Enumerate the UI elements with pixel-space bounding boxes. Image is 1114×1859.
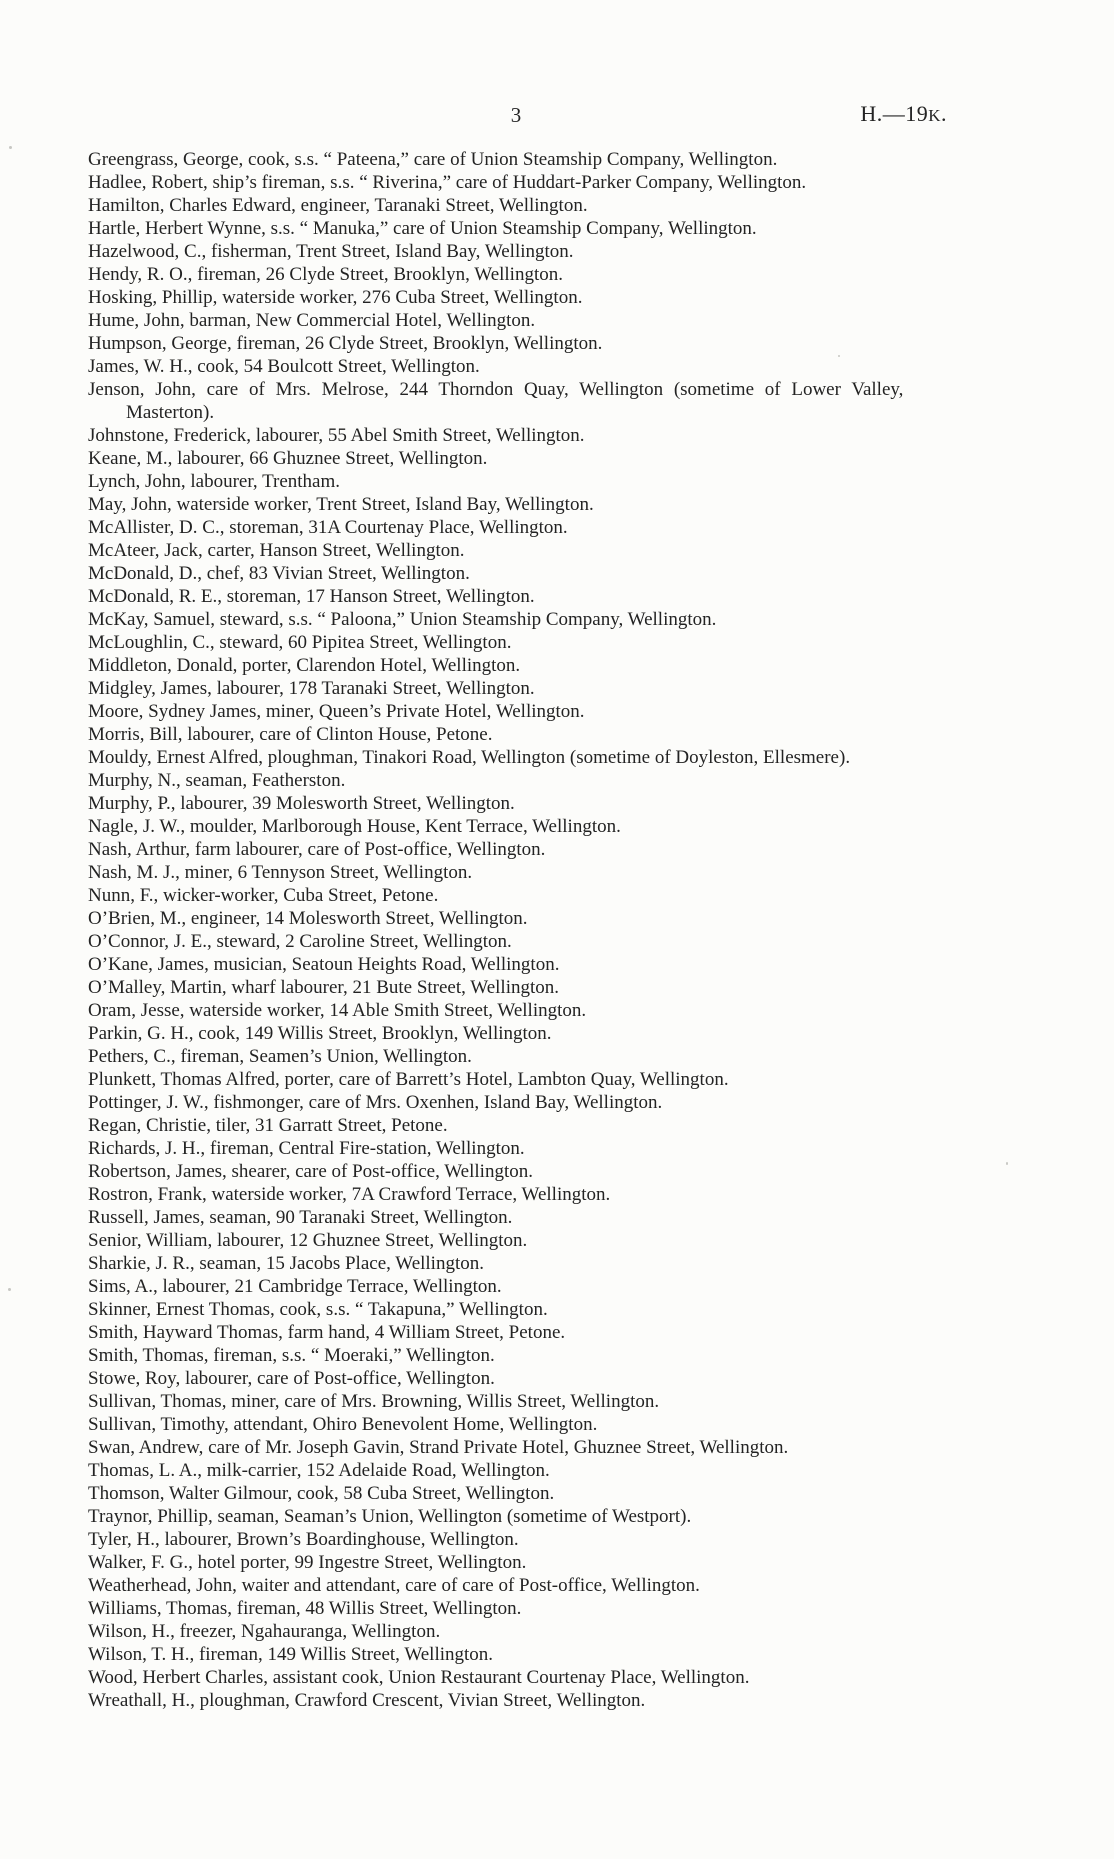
directory-entry xyxy=(88,976,1010,999)
directory-entry xyxy=(88,378,1010,424)
entry-text: McDonald, D., chef, 83 Vivian Street, Wellington. xyxy=(88,563,470,584)
entry-text: May, John, waterside worker, Trent Street, Island Bay, Wellington. xyxy=(88,494,594,515)
entry-text: Sharkie, J. R., seaman, 15 Jacobs Place, Wellington. xyxy=(88,1253,484,1274)
entry-text: Russell, James, seaman, 90 Taranaki Street, Wellington. xyxy=(88,1207,513,1228)
directory-entry xyxy=(88,493,1010,516)
entry-text: O’Connor, J. E., steward, 2 Caroline Street, Wellington. xyxy=(88,931,512,952)
directory-entry xyxy=(88,815,1010,838)
directory-entry xyxy=(88,240,1010,263)
doc-ref-main: H.—19 xyxy=(860,101,929,126)
directory-list xyxy=(88,148,1010,1712)
entry-text: Skinner, Ernest Thomas, cook, s.s. “ Takapuna,” Wellington. xyxy=(88,1299,548,1320)
directory-entry xyxy=(88,1045,1010,1068)
entry-text: Nunn, F., wicker-worker, Cuba Street, Petone. xyxy=(88,885,439,906)
entry-text: Parkin, G. H., cook, 149 Willis Street, Brooklyn, Wellington. xyxy=(88,1023,552,1044)
entry-text: Wilson, H., freezer, Ngahauranga, Wellington. xyxy=(88,1621,441,1642)
entry-text: Traynor, Phillip, seaman, Seaman’s Union, Wellington (sometime of Westport). xyxy=(88,1506,692,1527)
entry-text: Pottinger, J. W., fishmonger, care of Mrs. Oxenhen, Island Bay, Wellington. xyxy=(88,1092,663,1113)
directory-entry xyxy=(88,723,1010,746)
entry-text: Tyler, H., labourer, Brown’s Boardinghouse, Wellington. xyxy=(88,1529,519,1550)
entry-text: Smith, Hayward Thomas, farm hand, 4 William Street, Petone. xyxy=(88,1322,566,1343)
entry-text: Nash, M. J., miner, 6 Tennyson Street, Wellington. xyxy=(88,862,473,883)
directory-entry xyxy=(88,1551,1010,1574)
directory-entry xyxy=(88,792,1010,815)
entry-text: Swan, Andrew, care of Mr. Joseph Gavin, Strand Private Hotel, Ghuznee Street, Wellington. xyxy=(88,1437,789,1458)
entry-text: O’Kane, James, musician, Seatoun Heights Road, Wellington. xyxy=(88,954,560,975)
directory-entry xyxy=(88,1436,1010,1459)
directory-entry xyxy=(88,194,1010,217)
entry-text: Hume, John, barman, New Commercial Hotel, Wellington. xyxy=(88,310,536,331)
entry-text: Walker, F. G., hotel porter, 99 Ingestre Street, Wellington. xyxy=(88,1552,527,1573)
entry-text: Lynch, John, labourer, Trentham. xyxy=(88,471,341,492)
directory-entry xyxy=(88,1229,1010,1252)
entry-text: Humpson, George, fireman, 26 Clyde Street, Brooklyn, Wellington. xyxy=(88,333,603,354)
entry-text: Thomson, Walter Gilmour, cook, 58 Cuba Street, Wellington. xyxy=(88,1483,555,1504)
directory-entry xyxy=(88,470,1010,493)
directory-entry xyxy=(88,562,1010,585)
directory-entry xyxy=(88,838,1010,861)
directory-entry xyxy=(88,1413,1010,1436)
directory-entry xyxy=(88,907,1010,930)
directory-entry xyxy=(88,953,1010,976)
entry-text: Nagle, J. W., moulder, Marlborough House, Kent Terrace, Wellington. xyxy=(88,816,621,837)
directory-entry xyxy=(88,1459,1010,1482)
scan-speck xyxy=(1006,1162,1008,1165)
entry-text: Weatherhead, John, waiter and attendant, care of care of Post-office, Wellington. xyxy=(88,1575,700,1596)
directory-entry xyxy=(88,769,1010,792)
directory-entry xyxy=(88,1574,1010,1597)
directory-entry xyxy=(88,1183,1010,1206)
entry-text: Hosking, Phillip, waterside worker, 276 Cuba Street, Wellington. xyxy=(88,287,583,308)
directory-entry xyxy=(88,1137,1010,1160)
directory-entry xyxy=(88,1091,1010,1114)
directory-entry xyxy=(88,884,1010,907)
directory-entry xyxy=(88,677,1010,700)
directory-entry xyxy=(88,746,1010,769)
directory-entry xyxy=(88,1206,1010,1229)
entry-text: Hartle, Herbert Wynne, s.s. “ Manuka,” care of Union Steamship Company, Wellington. xyxy=(88,218,757,239)
entry-text: Hendy, R. O., fireman, 26 Clyde Street, Brooklyn, Wellington. xyxy=(88,264,563,285)
entry-text: Morris, Bill, labourer, care of Clinton House, Petone. xyxy=(88,724,493,745)
directory-entry xyxy=(88,286,1010,309)
directory-entry xyxy=(88,999,1010,1022)
entry-continuation: Masterton). xyxy=(126,402,215,423)
document-reference xyxy=(860,101,947,129)
entry-text: Wilson, T. H., fireman, 149 Willis Street, Wellington. xyxy=(88,1644,494,1665)
directory-entry xyxy=(88,447,1010,470)
entry-text: Greengrass, George, cook, s.s. “ Pateena,” care of Union Steamship Company, Wellington. xyxy=(88,149,778,170)
entry-text: McLoughlin, C., steward, 60 Pipitea Street, Wellington. xyxy=(88,632,512,653)
entry-text: Midgley, James, labourer, 178 Taranaki Street, Wellington. xyxy=(88,678,535,699)
directory-entry xyxy=(88,424,1010,447)
entry-text: McAteer, Jack, carter, Hanson Street, Wellington. xyxy=(88,540,465,561)
entry-text: Williams, Thomas, fireman, 48 Willis Street, Wellington. xyxy=(88,1598,522,1619)
directory-entry xyxy=(88,608,1010,631)
entry-text: Middleton, Donald, porter, Clarendon Hotel, Wellington. xyxy=(88,655,521,676)
scan-speck xyxy=(838,355,840,357)
entry-text: Jenson, John, care of Mrs. Melrose, 244 Thorndon Quay, Wellington (sometime of Lower Valley, xyxy=(88,379,904,400)
entry-text: James, W. H., cook, 54 Boulcott Street, Wellington. xyxy=(88,356,480,377)
entry-text: Richards, J. H., fireman, Central Fire-station, Wellington. xyxy=(88,1138,525,1159)
directory-entry xyxy=(88,1689,1010,1712)
scan-speck xyxy=(8,1288,11,1291)
directory-entry xyxy=(88,1482,1010,1505)
entry-text: Hadlee, Robert, ship’s fireman, s.s. “ Riverina,” care of Huddart-Parker Company, Wellington. xyxy=(88,172,807,193)
directory-entry xyxy=(88,585,1010,608)
entry-text: Senior, William, labourer, 12 Ghuznee Street, Wellington. xyxy=(88,1230,528,1251)
entry-text: Keane, M., labourer, 66 Ghuznee Street, Wellington. xyxy=(88,448,488,469)
directory-entry xyxy=(88,309,1010,332)
directory-entry xyxy=(88,539,1010,562)
entry-text: Sullivan, Thomas, miner, care of Mrs. Browning, Willis Street, Wellington. xyxy=(88,1391,660,1412)
directory-entry xyxy=(88,1252,1010,1275)
entry-text: Wreathall, H., ploughman, Crawford Crescent, Vivian Street, Wellington. xyxy=(88,1690,646,1711)
directory-entry xyxy=(88,654,1010,677)
entry-text: McKay, Samuel, steward, s.s. “ Paloona,” Union Steamship Company, Wellington. xyxy=(88,609,717,630)
entry-text: Sims, A., labourer, 21 Cambridge Terrace, Wellington. xyxy=(88,1276,502,1297)
directory-entry xyxy=(88,1367,1010,1390)
entry-text: Pethers, C., fireman, Seamen’s Union, Wellington. xyxy=(88,1046,472,1067)
directory-entry xyxy=(88,1160,1010,1183)
directory-entry xyxy=(88,861,1010,884)
directory-entry xyxy=(88,1597,1010,1620)
entry-text: McAllister, D. C., storeman, 31A Courtenay Place, Wellington. xyxy=(88,517,568,538)
entry-text: Plunkett, Thomas Alfred, porter, care of Barrett’s Hotel, Lambton Quay, Wellington. xyxy=(88,1069,729,1090)
entry-text: Nash, Arthur, farm labourer, care of Post-office, Wellington. xyxy=(88,839,546,860)
directory-entry xyxy=(88,1666,1010,1689)
directory-entry xyxy=(88,217,1010,240)
directory-entry xyxy=(88,700,1010,723)
entry-text: Johnstone, Frederick, labourer, 55 Abel Smith Street, Wellington. xyxy=(88,425,585,446)
entry-text: Stowe, Roy, labourer, care of Post-office, Wellington. xyxy=(88,1368,495,1389)
directory-entry xyxy=(88,263,1010,286)
directory-entry xyxy=(88,1321,1010,1344)
doc-ref-smallcap: K xyxy=(928,106,941,125)
doc-ref-period: . xyxy=(941,101,947,126)
entry-text: Hazelwood, C., fisherman, Trent Street, Island Bay, Wellington. xyxy=(88,241,574,262)
directory-entry xyxy=(88,631,1010,654)
entry-text: Mouldy, Ernest Alfred, ploughman, Tinakori Road, Wellington (sometime of Doyleston, Ellesmere). xyxy=(88,747,851,768)
directory-entry xyxy=(88,1022,1010,1045)
entry-text: McDonald, R. E., storeman, 17 Hanson Street, Wellington. xyxy=(88,586,535,607)
entry-text: Wood, Herbert Charles, assistant cook, Union Restaurant Courtenay Place, Wellington. xyxy=(88,1667,750,1688)
directory-entry xyxy=(88,516,1010,539)
directory-entry xyxy=(88,332,1010,355)
entry-text: Hamilton, Charles Edward, engineer, Taranaki Street, Wellington. xyxy=(88,195,588,216)
directory-entry xyxy=(88,930,1010,953)
entry-text: Murphy, N., seaman, Featherston. xyxy=(88,770,346,791)
scan-speck xyxy=(9,146,12,149)
directory-entry xyxy=(88,355,1010,378)
directory-entry xyxy=(88,1390,1010,1413)
entry-text: O’Brien, M., engineer, 14 Molesworth Street, Wellington. xyxy=(88,908,528,929)
entry-text: Rostron, Frank, waterside worker, 7A Crawford Terrace, Wellington. xyxy=(88,1184,611,1205)
directory-entry xyxy=(88,1068,1010,1091)
entry-text: Robertson, James, shearer, care of Post-office, Wellington. xyxy=(88,1161,533,1182)
directory-entry xyxy=(88,1275,1010,1298)
entry-text: Thomas, L. A., milk-carrier, 152 Adelaide Road, Wellington. xyxy=(88,1460,550,1481)
entry-text: Moore, Sydney James, miner, Queen’s Private Hotel, Wellington. xyxy=(88,701,585,722)
directory-entry xyxy=(88,1505,1010,1528)
directory-entry xyxy=(88,148,1010,171)
entry-text: Smith, Thomas, fireman, s.s. “ Moeraki,” Wellington. xyxy=(88,1345,495,1366)
directory-entry xyxy=(88,171,1010,194)
directory-entry xyxy=(88,1528,1010,1551)
directory-entry xyxy=(88,1114,1010,1137)
directory-entry xyxy=(88,1620,1010,1643)
directory-entry xyxy=(88,1344,1010,1367)
directory-entry xyxy=(88,1298,1010,1321)
directory-entry xyxy=(88,1643,1010,1666)
entry-text: O’Malley, Martin, wharf labourer, 21 Bute Street, Wellington. xyxy=(88,977,560,998)
entry-text: Regan, Christie, tiler, 31 Garratt Street, Petone. xyxy=(88,1115,448,1136)
page-number: 3 xyxy=(510,103,522,127)
entry-text: Oram, Jesse, waterside worker, 14 Able Smith Street, Wellington. xyxy=(88,1000,587,1021)
entry-text: Sullivan, Timothy, attendant, Ohiro Benevolent Home, Wellington. xyxy=(88,1414,598,1435)
entry-text: Murphy, P., labourer, 39 Molesworth Street, Wellington. xyxy=(88,793,515,814)
